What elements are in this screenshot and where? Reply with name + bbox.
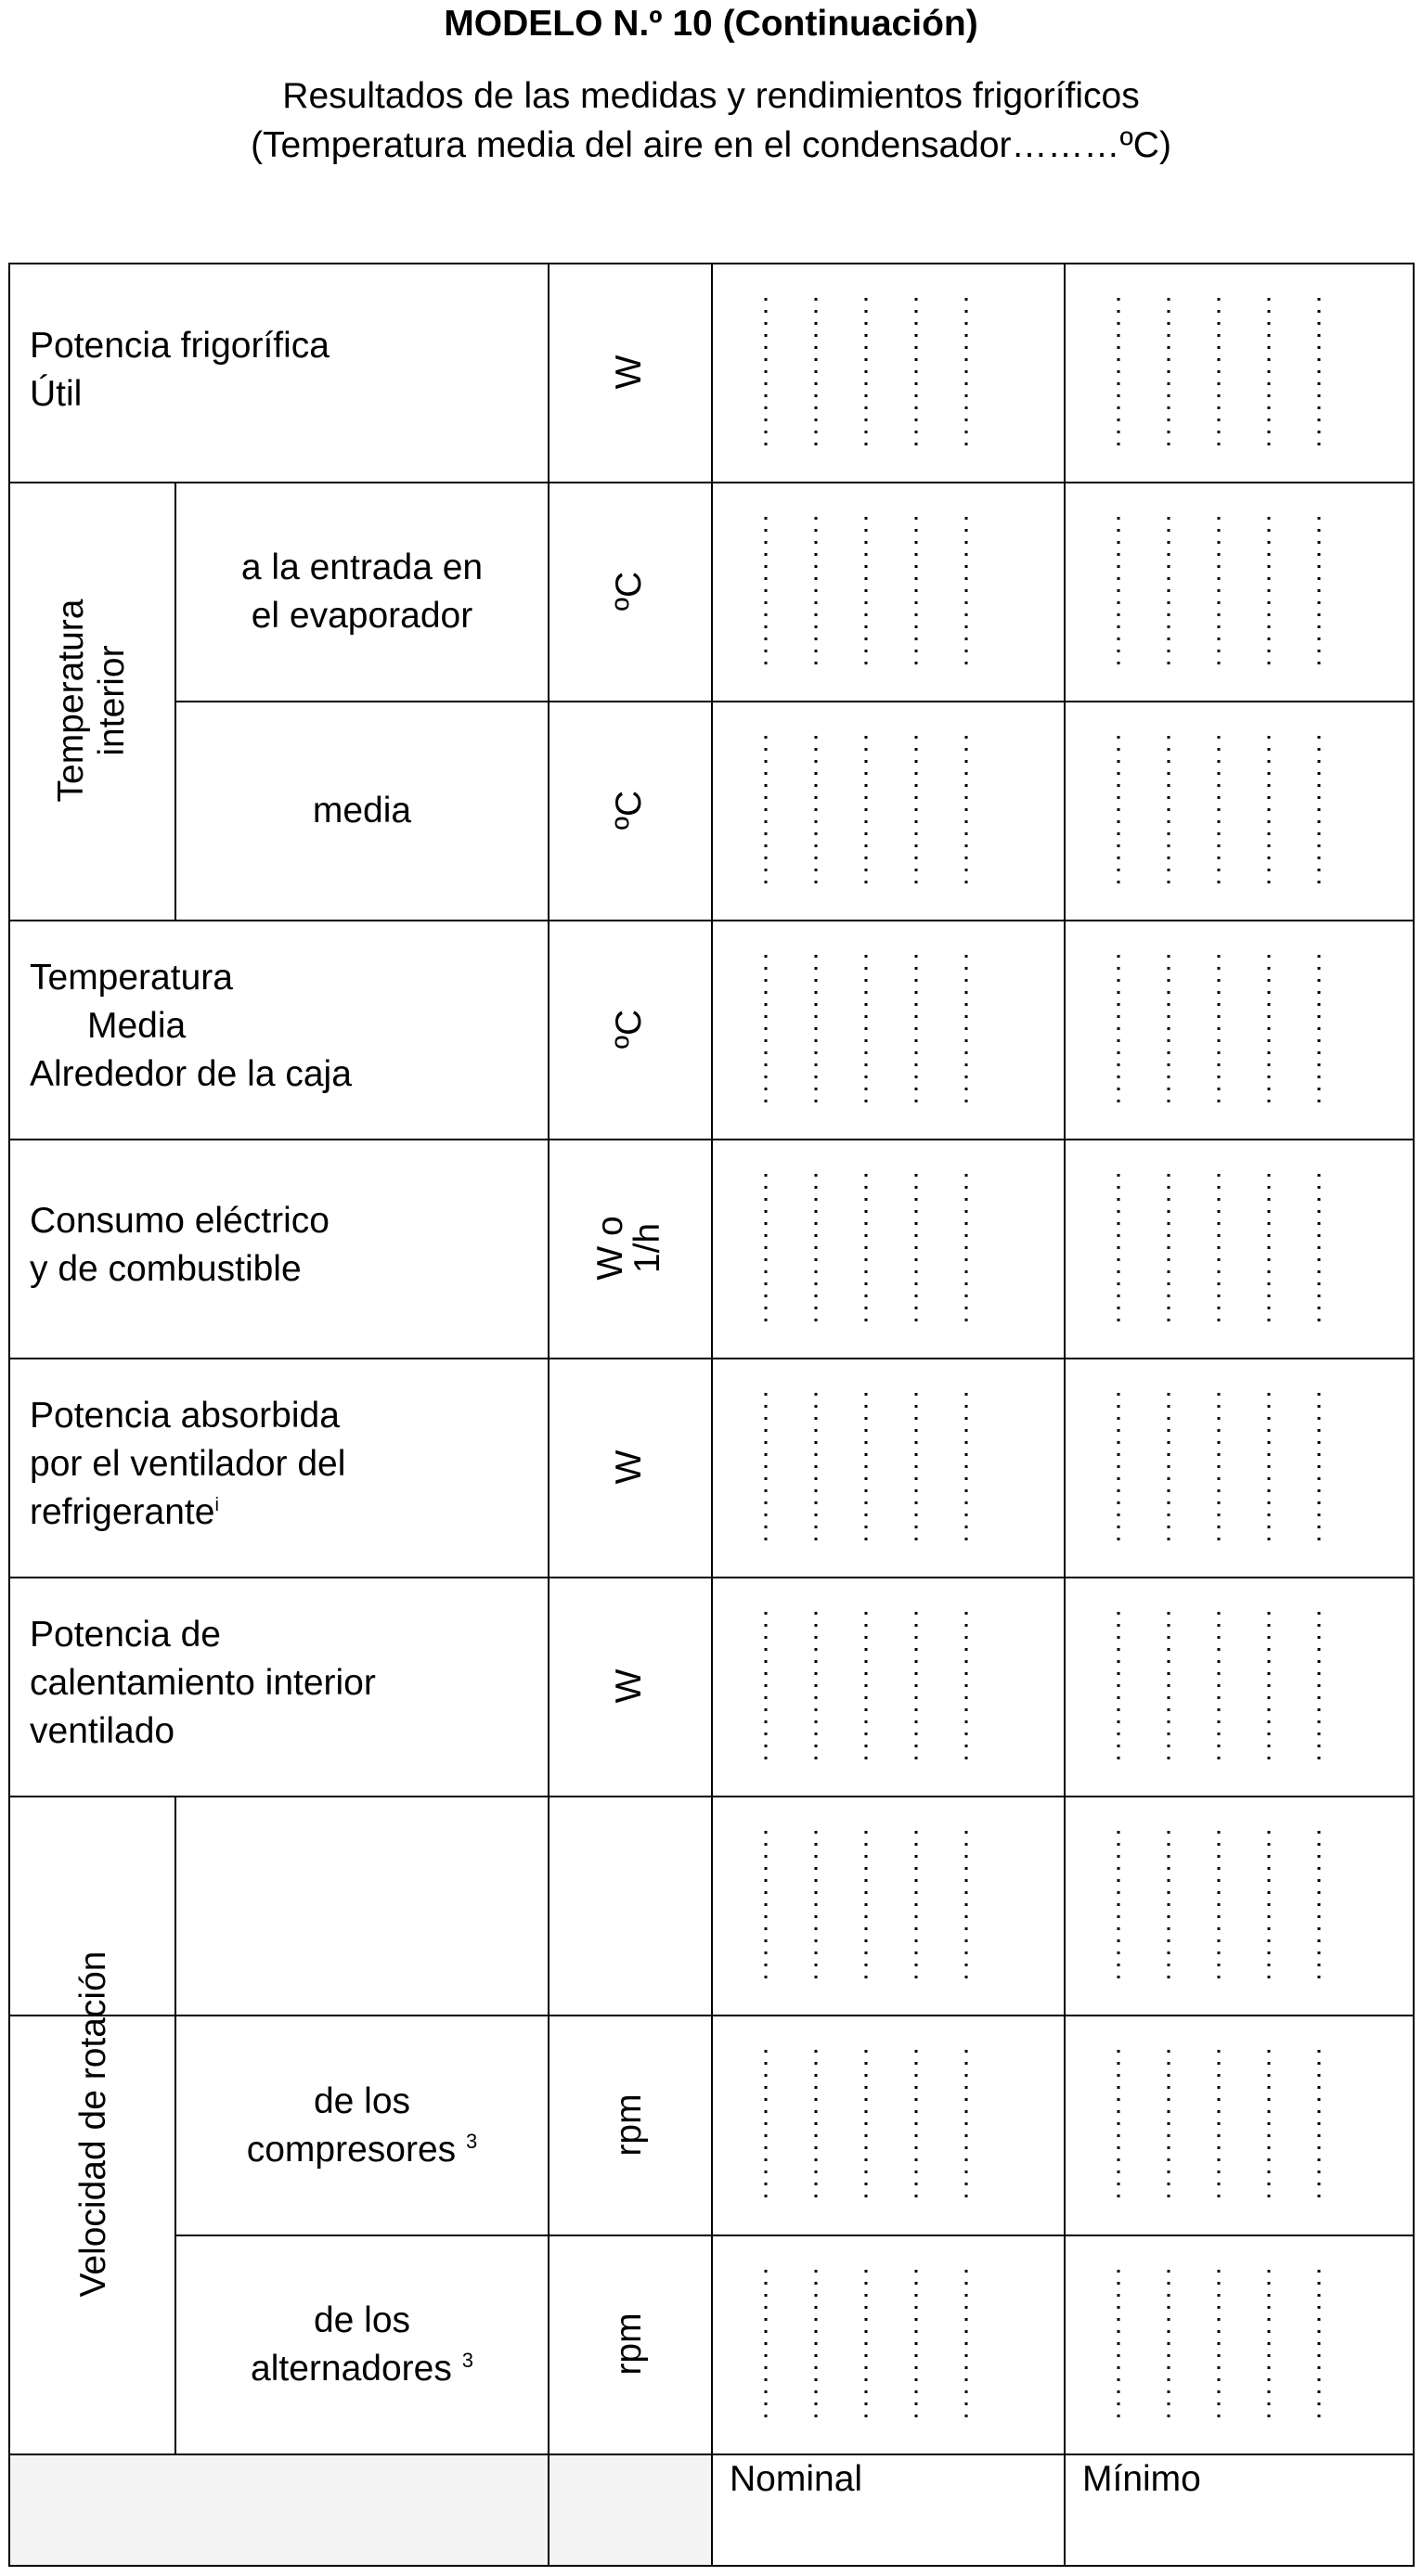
unit-label: W [609, 1668, 649, 1704]
document-subtitle-condition: (Temperatura media del aire en el condensador………ºC) [251, 125, 1171, 165]
label-line: W o [590, 1216, 630, 1281]
document-subtitle: Resultados de las medidas y rendimientos frigoríficos [282, 76, 1140, 116]
group-label-velocidad-rotacion: Velocidad de rotación [73, 1951, 113, 2298]
unit-label: ºC [609, 571, 649, 612]
label-line: Temperatura [30, 958, 233, 998]
unit-label: ºC [609, 790, 649, 831]
unit-label: rpm [609, 2093, 649, 2157]
footnote-marker: 3 [461, 2349, 473, 2372]
label-text: refrigerante [30, 1492, 215, 1532]
label-line: Potencia absorbida [30, 1396, 340, 1436]
label-line: Media [87, 1006, 187, 1046]
label-line: media [312, 791, 412, 831]
label-line: Potencia frigorífica [30, 326, 330, 366]
label-line: 1/h [627, 1222, 667, 1274]
label-line: Útil [30, 374, 83, 414]
label-text: alternadores [251, 2349, 452, 2389]
label-line: a la entrada en [240, 547, 484, 587]
label-line: Consumo eléctrico [30, 1201, 330, 1241]
label-line: interior [92, 645, 132, 756]
column-label-minimo: Mínimo [1082, 2459, 1201, 2499]
label-line: de los [313, 2080, 411, 2121]
unit-label: ºC [609, 1009, 649, 1050]
footnote-marker: i [214, 1495, 219, 1515]
footnote-marker: 3 [466, 2129, 478, 2153]
column-label-nominal: Nominal [730, 2459, 863, 2499]
document-title: MODELO N.º 10 (Continuación) [444, 4, 978, 44]
label-text: compresores [246, 2129, 457, 2170]
label-line: de los [313, 2300, 411, 2340]
label-line: el evaporador [251, 596, 473, 636]
label-line: por el ventilador del [30, 1444, 346, 1484]
unit-label: W [609, 1449, 649, 1485]
dotted-fill-area [8, 263, 1415, 2567]
label-line: Alrededor de la caja [30, 1054, 352, 1094]
label-line: calentamiento interior [30, 1663, 376, 1703]
label-line: Potencia de [30, 1615, 221, 1655]
unit-label: W [609, 354, 649, 390]
unit-label: rpm [609, 2312, 649, 2376]
label-line: ventilado [30, 1711, 175, 1751]
label-line: y de combustible [30, 1249, 302, 1289]
results-table [8, 263, 1415, 2567]
label-line: Temperatura [51, 599, 91, 803]
